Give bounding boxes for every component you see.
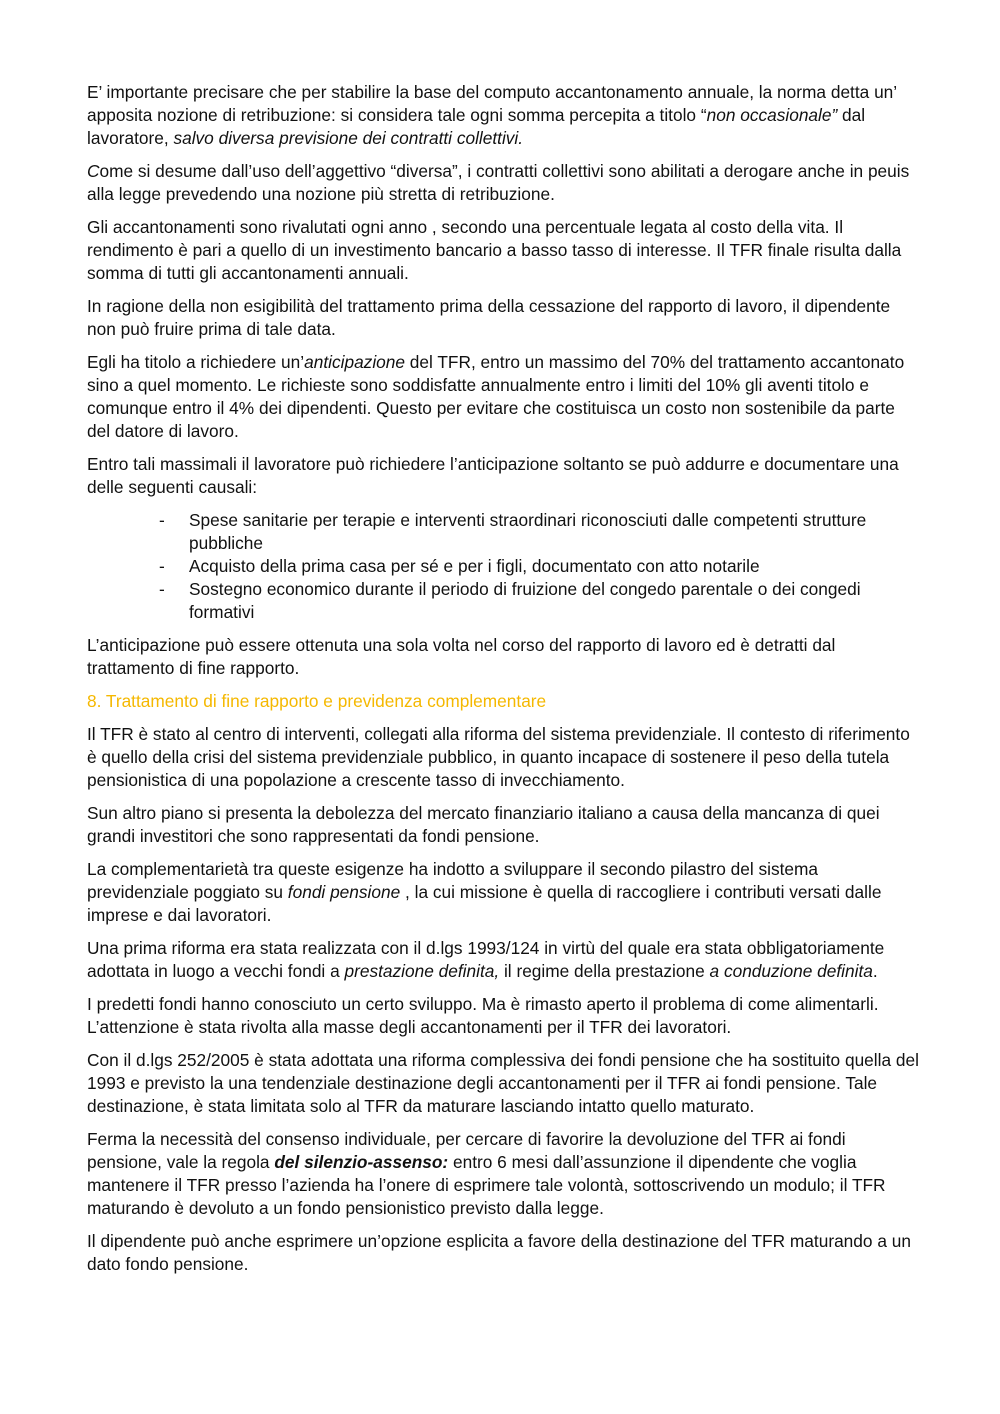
list-item: - Sostegno economico durante il periodo di fruizione del congedo parentale o dei congedi formativi [159, 579, 861, 622]
paragraph-mercato-finanziario: Sun altro piano si presenta la debolezza del mercato finanziario italiano a causa della mancanza di quei grandi investitori che sono rappresentati da fondi pensione. [87, 803, 880, 846]
paragraph-sviluppo-fondi: I predetti fondi hanno conosciuto un certo sviluppo. Ma è rimasto aperto il problema di come alimentarli. L’attenzione è stata rivolta alla masse degli accantonamenti per il TFR dei lavoratori. [87, 994, 879, 1037]
document-page [87, 81, 919, 1286]
causali-list [87, 509, 919, 624]
paragraph-silenzio-assenso: Ferma la necessità del consenso individuale, per cercare di favorire la devoluzione del TFR ai fondi pensione, vale la regola del silenzio-assenso: entro 6 mesi dall’assunzione il dipendente che voglia mantenere il TFR presso l’azienda ha l’onere di esprimere tale volontà, sottoscrivendo un modulo; il TFR maturando è devoluto a un fondo pensionistico previsto dalla legge. [87, 1129, 886, 1218]
paragraph-opzione-esplicita: Il dipendente può anche esprimere un’opzione esplicita a favore della destinazione del TFR maturando a un dato fondo pensione. [87, 1231, 911, 1274]
paragraph-rivalutazione: Gli accantonamenti sono rivalutati ogni anno , secondo una percentuale legata al costo della vita. Il rendimento è pari a quello di un investimento bancario a basso tasso di interesse. Il TFR finale risulta dalla somma di tutti gli accantonamenti annuali. [87, 217, 902, 283]
paragraph-riforma-previdenziale: Il TFR è stato al centro di interventi, collegati alla riforma del sistema previdenziale. Il contesto di riferimento è quello della crisi del sistema previdenziale pubblico, in quanto incapace di sostenere il peso della tutela pensionistica di una popolazione a crescente tasso di invecchiamento. [87, 724, 910, 790]
paragraph-causali-intro: Entro tali massimali il lavoratore può richiedere l’anticipazione soltanto se può addurre e documentare una delle seguenti causali: [87, 454, 899, 497]
paragraph-retribuzione: E’ importante precisare che per stabilire la base del computo accantonamento annuale, la norma detta un’ apposita nozione di retribuzione: si considera tale ogni somma percepita a titolo “non occasionale” dal lavoratore, salvo diversa previsione dei contratti collettivi. [87, 82, 897, 148]
paragraph-dlgs-2005: Con il d.lgs 252/2005 è stata adottata una riforma complessiva dei fondi pensione che ha sostituito quella del 1993 e previsto la una tendenziale destinazione degli accantonamenti per il TFR ai fondi pensione. Tale destinazione, è stata limitata solo al TFR da maturare lasciando intatto quello maturato. [87, 1050, 919, 1116]
list-dash: - [159, 510, 165, 530]
paragraph-complementarieta: La complementarietà tra queste esigenze ha indotto a sviluppare il secondo pilastro del sistema previdenziale poggiato su fondi pensione , la cui missione è quella di raccogliere i contributi versati dalle imprese e dai lavoratori. [87, 859, 882, 925]
paragraph-anticipazione: Egli ha titolo a richiedere un’anticipazione del TFR, entro un massimo del 70% del trattamento accantonato sino a quel momento. Le richieste sono soddisfatte annualmente entro i limiti del 10% gli aventi titolo e comunque entro il 4% dei dipendenti. Questo per evitare che costituisca un costo non sostenibile da parte del datore di lavoro. [87, 352, 905, 441]
list-dash: - [159, 556, 165, 576]
section-heading: 8. Trattamento di fine rapporto e previdenza complementare [87, 691, 547, 711]
paragraph-anticipazione-unica: L’anticipazione può essere ottenuta una sola volta nel corso del rapporto di lavoro ed è detratti dal trattamento di fine rapporto. [87, 635, 836, 678]
paragraph-contratti-collettivi: Come si desume dall’uso dell’aggettivo “diversa”, i contratti collettivi sono abilitati a derogare anche in peuis alla legge prevedendo una nozione più stretta di retribuzione. [87, 161, 910, 204]
paragraph-prima-riforma: Una prima riforma era stata realizzata con il d.lgs 1993/124 in virtù del quale era stata obbligatoriamente adottata in luogo a vecchi fondi a prestazione definita, il regime della prestazione a conduzione definita. [87, 938, 885, 981]
list-dash: - [159, 579, 165, 599]
list-item: - Acquisto della prima casa per sé e per i figli, documentato con atto notarile [159, 556, 760, 576]
list-item: - Spese sanitarie per terapie e interventi straordinari riconosciuti dalle competenti strutture pubbliche [159, 510, 867, 553]
paragraph-esigibilita: In ragione della non esigibilità del trattamento prima della cessazione del rapporto di lavoro, il dipendente non può fruire prima di tale data. [87, 296, 891, 339]
